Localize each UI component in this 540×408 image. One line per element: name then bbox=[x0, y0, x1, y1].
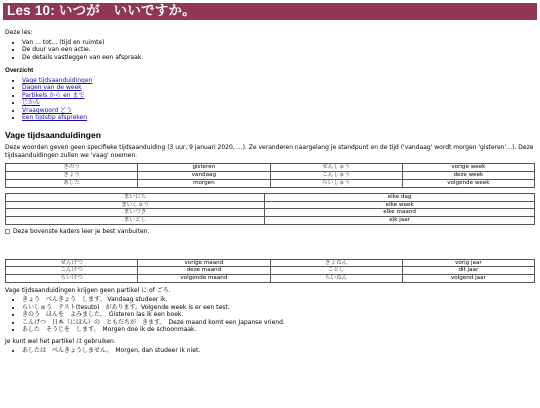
table-cell: vandaag bbox=[138, 172, 270, 180]
example-item: • あしたは べんきょうしません。 Morgen, dan studeer ik niet. bbox=[22, 347, 535, 355]
table-cell: こんげつ bbox=[6, 267, 138, 275]
overview-item bbox=[22, 99, 535, 107]
note-text: Deze bovenste kaders leer je best vanbuiten. bbox=[13, 228, 150, 236]
overview-link[interactable]: Vraagwoord どう bbox=[22, 106, 73, 114]
table-row bbox=[6, 193, 535, 201]
table-cell: こんしゅう bbox=[270, 172, 402, 180]
table-cell: きのう bbox=[6, 164, 138, 172]
table-cell: まいとし bbox=[6, 217, 265, 225]
table-cell: あした bbox=[6, 180, 138, 188]
wa-paragraph: Je kunt wel het partikel は gebruiken. bbox=[5, 337, 116, 345]
lesson-point: • Van … tot… (tijd en ruimte) bbox=[22, 39, 535, 47]
table-row bbox=[6, 217, 535, 225]
table-row bbox=[6, 259, 535, 267]
overview-link[interactable]: Dagen van de week bbox=[22, 84, 82, 92]
table-cell: せんしゅう bbox=[270, 164, 402, 172]
table-cell: ことし bbox=[270, 267, 402, 275]
page-title-banner bbox=[3, 3, 537, 20]
table-cell: まいつき bbox=[6, 209, 265, 217]
overview-item bbox=[22, 92, 535, 100]
note-box-icon bbox=[5, 229, 10, 234]
table-row bbox=[6, 180, 535, 188]
table-cell: dit jaar bbox=[402, 267, 534, 275]
table-cell: vorige maand bbox=[138, 259, 270, 267]
table-row bbox=[6, 209, 535, 217]
table-cell: deze maand bbox=[138, 267, 270, 275]
overview-item bbox=[22, 77, 535, 85]
table-cell: elke week bbox=[265, 201, 535, 209]
table-days-weeks bbox=[5, 163, 535, 187]
table-cell: morgen bbox=[138, 180, 270, 188]
table-months-years bbox=[5, 259, 535, 283]
table-cell: vorige week bbox=[402, 164, 534, 172]
example-item: • きのう ほんを よみました。 Gisteren las ik een boek. bbox=[22, 311, 535, 319]
table-cell: きょう bbox=[6, 172, 138, 180]
overview-link[interactable]: じかん bbox=[22, 99, 41, 107]
table-cell: vorig jaar bbox=[402, 259, 534, 267]
lesson-point: • De details vastleggen van een afspraak. bbox=[22, 54, 535, 62]
example-item: • きょう べんきょう します。 Vandaag studeer ik. bbox=[22, 296, 535, 304]
overview-item bbox=[22, 107, 535, 115]
memorize-note bbox=[5, 228, 535, 236]
table-row bbox=[6, 201, 535, 209]
table-every bbox=[5, 193, 535, 225]
section-paragraph: Deze woorden geven geen specifieke tijdsaanduiding (3 uur, 9 januari 2020, …). Ze veranderen naargelang je standpunt en de tijd ('vandaag' wordt morgen 'gisteren'…). Deze tijdsaanduidingen zullen we 'vaag' noemen. bbox=[5, 144, 534, 159]
example-item: • こんげつ 日本（にほん）の ともだちが きます。 Deze maand komt een Japanse vriend. bbox=[22, 319, 535, 327]
overview-link[interactable]: Vage tijdsaanduidingen bbox=[22, 76, 93, 84]
table-row bbox=[6, 172, 535, 180]
table-cell: まいしゅう bbox=[6, 201, 265, 209]
table-cell: らいげつ bbox=[6, 275, 138, 283]
table-cell: elk jaar bbox=[265, 217, 535, 225]
overview-heading: Overzicht bbox=[5, 67, 34, 74]
table-cell: きょねん bbox=[270, 259, 402, 267]
intro-text: Deze les: bbox=[5, 29, 33, 36]
table-row bbox=[6, 275, 535, 283]
example-item: • らいしゅう テスト(tesuto) があります。Volgende week is er een test. bbox=[22, 304, 535, 312]
table-cell: volgende maand bbox=[138, 275, 270, 283]
content bbox=[0, 29, 540, 355]
table-cell: volgende week bbox=[402, 180, 534, 188]
overview-list bbox=[5, 77, 535, 122]
particle-paragraph: Vage tijdsaanduidingen krijgen geen partikel に of ごろ. bbox=[5, 286, 171, 294]
lesson-point: • De duur van een actie. bbox=[22, 46, 535, 54]
overview-item bbox=[22, 84, 535, 92]
table-cell: せんげつ bbox=[6, 259, 138, 267]
overview-item bbox=[22, 114, 535, 122]
table-row bbox=[6, 164, 535, 172]
table-cell: gisteren bbox=[138, 164, 270, 172]
table-row bbox=[6, 267, 535, 275]
examples-list bbox=[5, 296, 535, 334]
overview-link[interactable]: Partikels から en まで bbox=[22, 91, 85, 99]
lesson-points-list bbox=[5, 39, 535, 62]
table-cell: elke dag bbox=[265, 193, 535, 201]
wa-examples-list bbox=[5, 347, 535, 355]
overview-link[interactable]: Een tijdstip afspreken bbox=[22, 114, 88, 122]
table-cell: deze week bbox=[402, 172, 534, 180]
table-cell: まいにち bbox=[6, 193, 265, 201]
table-cell: elke maand bbox=[265, 209, 535, 217]
table-cell: らいしゅう bbox=[270, 180, 402, 188]
table-cell: volgend jaar bbox=[402, 275, 534, 283]
table-cell: らいねん bbox=[270, 275, 402, 283]
example-item: • あした そうじを します。 Morgen doe ik de schoonmaak. bbox=[22, 326, 535, 334]
section-heading: Vage tijdsaanduidingen bbox=[5, 129, 101, 140]
page-title: Les 10: いつが いいですか。 bbox=[7, 3, 196, 19]
